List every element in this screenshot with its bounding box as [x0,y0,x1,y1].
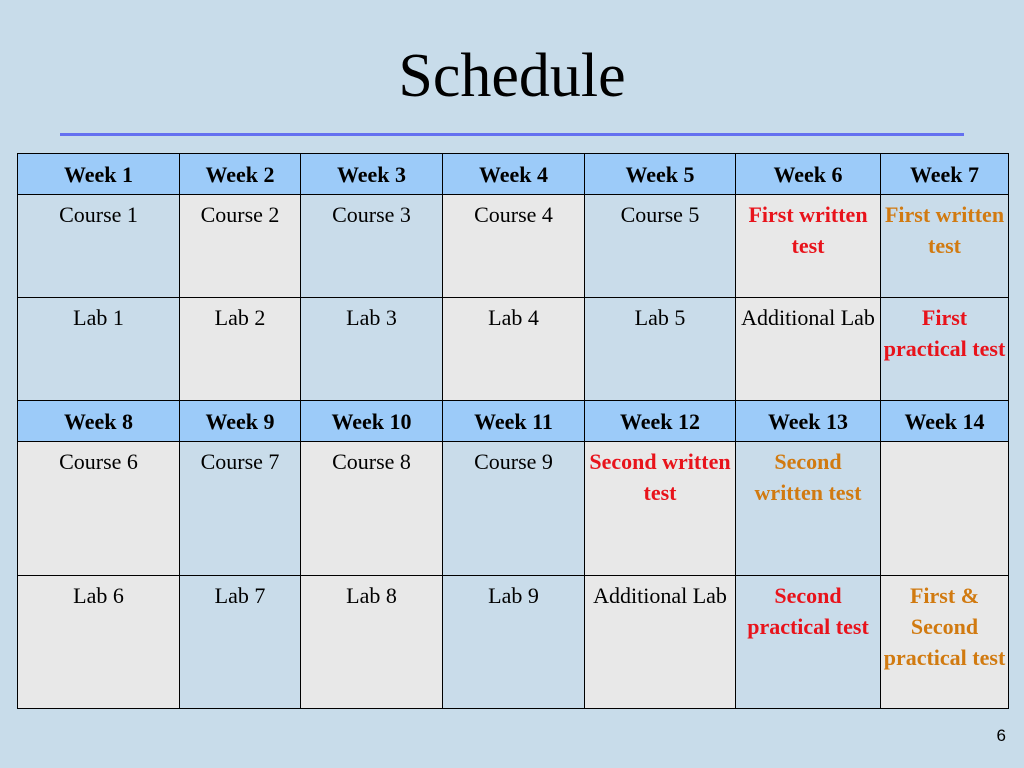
written-test-cell: Second written test [736,442,881,576]
course-row-2 [18,442,1009,576]
lab-cell: Lab 9 [443,576,585,709]
week-header-cell: Week 6 [736,154,881,195]
course-cell: Course 4 [443,195,585,298]
week-header-cell: Week 9 [180,401,301,442]
course-row-1 [18,195,1009,298]
course-cell: Course 1 [18,195,180,298]
lab-cell: Lab 1 [18,298,180,401]
lab-cell: Lab 4 [443,298,585,401]
week-header-cell: Week 13 [736,401,881,442]
course-cell: Course 6 [18,442,180,576]
week-header-cell: Week 10 [301,401,443,442]
course-cell: Course 8 [301,442,443,576]
written-test-cell: First written test [736,195,881,298]
week-header-row-2 [18,401,1009,442]
written-test-cell: First written test [881,195,1009,298]
course-cell: Course 3 [301,195,443,298]
practical-test-cell: Second practical test [736,576,881,709]
week-header-cell: Week 8 [18,401,180,442]
week-header-cell: Week 2 [180,154,301,195]
empty-cell [881,442,1009,576]
week-header-cell: Week 7 [881,154,1009,195]
week-header-cell: Week 1 [18,154,180,195]
week-header-cell: Week 12 [585,401,736,442]
lab-cell: Lab 5 [585,298,736,401]
week-header-row-1 [18,154,1009,195]
course-cell: Course 7 [180,442,301,576]
week-header-cell: Week 4 [443,154,585,195]
lab-row-1 [18,298,1009,401]
written-test-cell: Second written test [585,442,736,576]
practical-test-cell: First & Second practical test [881,576,1009,709]
additional-lab-cell: Additional Lab [585,576,736,709]
additional-lab-cell: Additional Lab [736,298,881,401]
course-cell: Course 5 [585,195,736,298]
lab-cell: Lab 7 [180,576,301,709]
lab-cell: Lab 6 [18,576,180,709]
week-header-cell: Week 3 [301,154,443,195]
practical-test-cell: First practical test [881,298,1009,401]
week-header-cell: Week 11 [443,401,585,442]
course-cell: Course 2 [180,195,301,298]
lab-cell: Lab 2 [180,298,301,401]
week-header-cell: Week 14 [881,401,1009,442]
week-header-cell: Week 5 [585,154,736,195]
slide-title: Schedule [398,42,626,110]
page-number: 6 [996,726,1006,745]
lab-row-2 [18,576,1009,709]
lab-cell: Lab 8 [301,576,443,709]
title-underline [60,133,964,136]
lab-cell: Lab 3 [301,298,443,401]
course-cell: Course 9 [443,442,585,576]
schedule-table [17,153,1009,709]
